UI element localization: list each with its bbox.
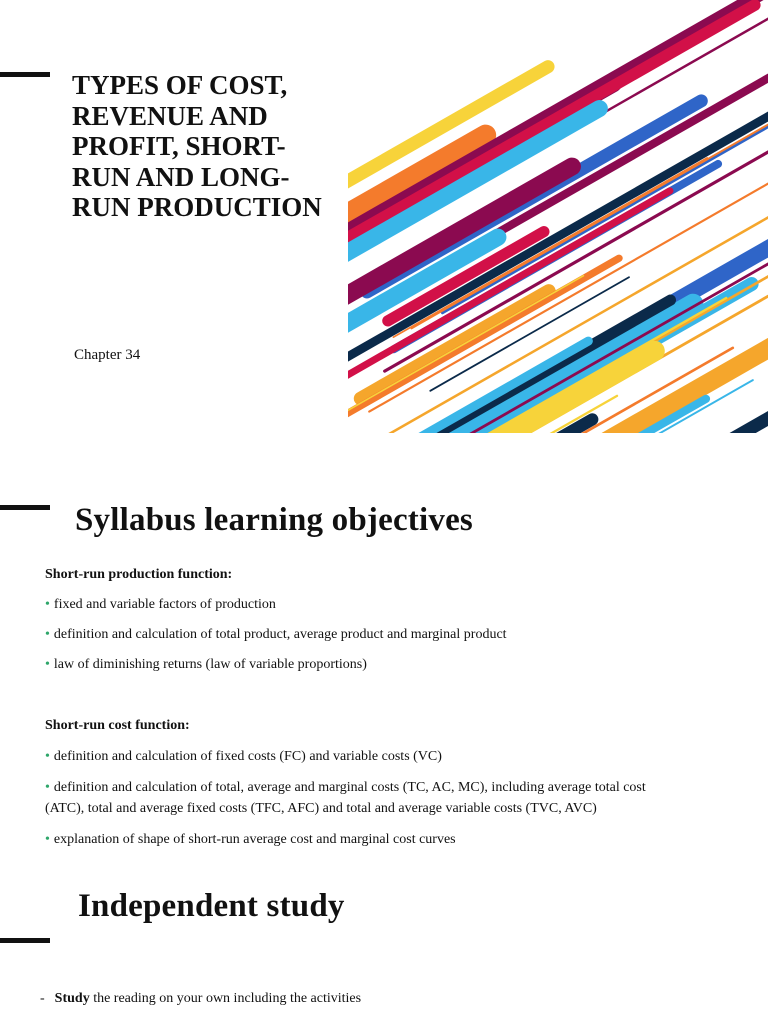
list-item: • fixed and variable factors of production xyxy=(45,597,276,612)
list-item: - Study the reading on your own including the activities xyxy=(40,991,362,1006)
section-label-production: Short-run production function: xyxy=(45,567,233,582)
list-item: • definition and calculation of total product, average product and marginal product xyxy=(45,627,507,642)
bullet: • xyxy=(45,832,50,847)
study-slide xyxy=(0,870,768,1024)
study-heading: Independent study xyxy=(78,888,345,924)
bullet: • xyxy=(45,657,50,672)
objectives-heading: Syllabus learning objectives xyxy=(75,502,473,538)
accent-bar xyxy=(0,72,50,77)
bullet: • xyxy=(45,749,50,764)
section-label-cost: Short-run cost function: xyxy=(45,718,190,733)
list-item: • definition and calculation of fixed costs (FC) and variable costs (VC) xyxy=(45,749,442,764)
slide-subtitle: Chapter 34 xyxy=(74,347,141,363)
bullet: • xyxy=(45,627,50,642)
accent-bar xyxy=(0,938,50,943)
bullet: • xyxy=(45,597,50,612)
accent-bar xyxy=(0,505,50,510)
list-item: • law of diminishing returns (law of variable proportions) xyxy=(45,657,367,672)
list-item: • explanation of shape of short-run average cost and marginal cost curves xyxy=(45,832,456,847)
bullet: • xyxy=(45,780,50,795)
slide-title: TYPES OF COST, REVENUE AND PROFIT, SHORT-RUN AND LONG-RUN PRODUCTION xyxy=(72,70,322,222)
decorative-stripes-image xyxy=(348,0,768,433)
objectives-slide xyxy=(0,470,768,870)
list-item: • definition and calculation of total, average and marginal costs (TC, AC, MC), including average total cost (ATC), total and average fixed costs (TFC, AFC) and total and average variable costs (TVC, AVC) xyxy=(45,780,646,816)
title-slide xyxy=(0,0,768,438)
